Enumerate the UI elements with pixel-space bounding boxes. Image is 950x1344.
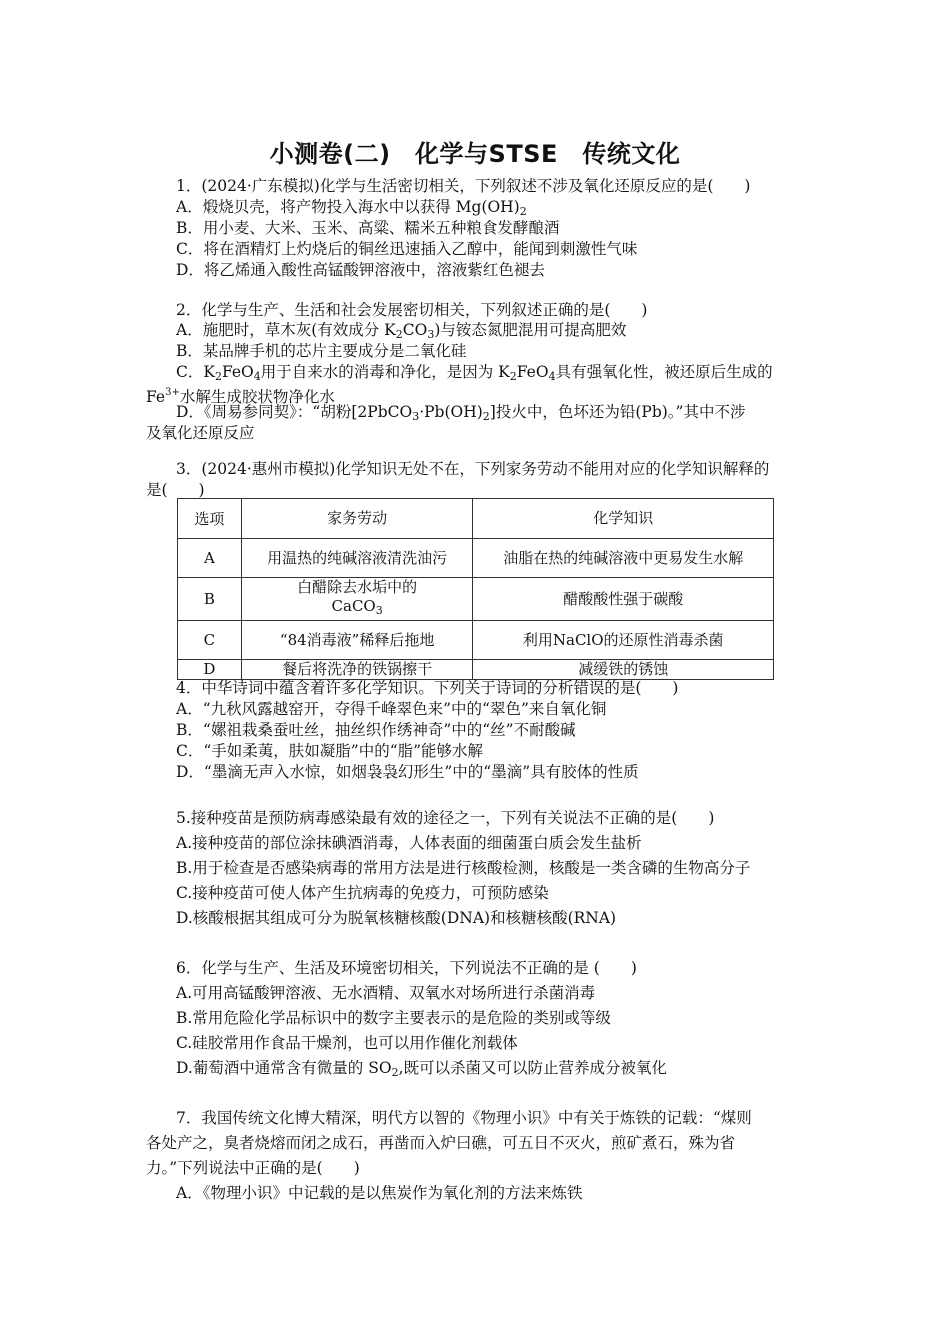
q2-d-t1: D．《周易参同契》：“胡粉[2PbCO: [176, 403, 413, 421]
row-labor: [241, 621, 473, 660]
q1-option-c: C．将在酒精灯上灼烧后的铜丝迅速插入乙醇中，能闻到刺激性气味: [176, 240, 638, 258]
q2-c-t5: 具有强氧化性，被还原后生成的: [555, 363, 773, 381]
q6-option-a: A.可用高锰酸钾溶液、无水酒精、双氧水对场所进行杀菌消毒: [176, 984, 596, 1002]
row-labor: [241, 578, 473, 621]
table-row: [178, 539, 774, 578]
q2-a-text1: A．施肥时，草木灰(有效成分 K: [176, 321, 396, 339]
row-labor-text: “84消毒液”稀释后拖地: [279, 630, 435, 649]
q3-stem-line1: 3．(2024·惠州市模拟)化学知识无处不在，下列家务劳动不能用对应的化学知识解释的: [176, 460, 770, 478]
q2-c-t2: FeO: [221, 363, 254, 381]
q2-a-sub1: 2: [395, 328, 403, 341]
q6-stem: 6．化学与生产、生活及环境密切相关，下列说法不正确的是 ( ): [176, 959, 637, 977]
q5-option-b: B.用于检查是否感染病毒的常用方法是进行核酸检测，核酸是一类含磷的生物高分子: [176, 859, 751, 877]
table-row: [178, 621, 774, 660]
row-labor-text: 用温热的纯碱溶液清洗油污: [267, 548, 448, 567]
row-knowledge: 醋酸酸性强于碳酸: [473, 578, 774, 621]
q2-option-b: B．某品牌手机的芯片主要成分是二氧化硅: [176, 342, 467, 360]
q4-option-a: A．“九秋风露越窑开，夺得千峰翠色来”中的“翠色”来自氧化铜: [176, 700, 607, 718]
q2-stem: 2．化学与生产、生活和社会发展密切相关，下列叙述正确的是( ): [176, 301, 648, 319]
q2-d-t2: ·Pb(OH): [419, 403, 483, 421]
table-row: [178, 578, 774, 621]
q5-option-d: D.核酸根据其组成可分为脱氧核糖核酸(DNA)和核糖核酸(RNA): [176, 909, 617, 927]
q2-option-d-cont: 及氧化还原反应: [146, 424, 255, 442]
row-knowledge-text: 油脂在热的纯碱溶液中更易发生水解: [503, 548, 744, 567]
q2-d-s1: 3: [412, 410, 420, 423]
q3-stem-line2: 是( ): [146, 481, 205, 499]
q6-d-text2: ,既可以杀菌又可以防止营养成分被氧化: [398, 1059, 667, 1077]
q2-a-sub2: 3: [427, 328, 435, 341]
q2-a-text2: CO: [402, 321, 428, 339]
q5-option-a: A.接种疫苗的部位涂抹碘酒消毒，人体表面的细菌蛋白质会发生盐析: [176, 834, 642, 852]
q2-d-s2: 2: [482, 410, 490, 423]
q7-stem-line2: 各处产之，臭者烧熔而闭之成石，再凿而入炉曰礁，可五日不灭火，煎矿煮石，殊为省: [146, 1134, 736, 1152]
row-knowledge: 减缓铁的锈蚀: [473, 660, 774, 680]
q2-a-text3: )与铵态氮肥混用可提高肥效: [434, 321, 627, 339]
q2-c-s3: 2: [509, 370, 517, 383]
q2-c2-sup: 3+: [165, 387, 180, 398]
q7-stem-line3: 力。”下列说法中正确的是( ): [146, 1159, 360, 1177]
row-labor-subscript: 3: [375, 604, 383, 617]
q3-table: [177, 498, 774, 680]
row-labor: [241, 539, 473, 578]
q3-table-header: [178, 499, 774, 539]
row-labor: 餐后将洗净的铁锅擦干: [241, 660, 473, 680]
q1-option-a-text: A．煅烧贝壳，将产物投入海水中以获得 Mg(OH): [176, 198, 520, 216]
row-option: C: [178, 621, 242, 660]
row-option: B: [178, 578, 242, 621]
q6-option-b: B.常用危险化学品标识中的数字主要表示的是危险的类别或等级: [176, 1009, 611, 1027]
q7-stem-line1: 7．我国传统文化博大精深，明代方以智的《物理小识》中有关于炼铁的记载：“煤则: [176, 1109, 752, 1127]
row-option: A: [178, 539, 242, 578]
q2-c2-t1: Fe: [146, 388, 166, 406]
q1-stem: 1．(2024·广东模拟)化学与生活密切相关，下列叙述不涉及氧化还原反应的是( ): [176, 177, 751, 195]
q4-stem: 4．中华诗词中蕴含着许多化学知识。下列关于诗词的分析错误的是( ): [176, 679, 679, 697]
header-knowledge: 化学知识: [473, 499, 774, 539]
q2-c-t1: C．K: [176, 363, 215, 381]
q4-option-c: C．“手如柔荑，肤如凝脂”中的“脂”能够水解: [176, 742, 484, 760]
header-option: [178, 499, 242, 539]
q4-option-b: B．“嫘祖栽桑蚕吐丝，抽丝织作绣神奇”中的“丝”不耐酸碱: [176, 721, 576, 739]
q2-c-s1: 2: [214, 370, 222, 383]
q1-option-b: B．用小麦、大米、玉米、高粱、糯米五种粮食发酵酿酒: [176, 219, 560, 237]
header-option-text: 选项: [194, 509, 225, 528]
row-knowledge: 利用NaClO的还原性消毒杀菌: [473, 621, 774, 660]
q7-option-a: A．《物理小识》中记载的是以焦炭作为氧化剂的方法来炼铁: [176, 1184, 583, 1202]
q6-d-text1: D.葡萄酒中通常含有微量的 SO: [176, 1059, 392, 1077]
row-option: D: [178, 660, 242, 680]
row-labor-main: 白醋除去水垢中的CaCO: [297, 578, 418, 615]
q6-d-subscript: 2: [391, 1066, 399, 1079]
q2-c-s2: 4: [253, 370, 261, 383]
q1-option-a-subscript: 2: [519, 205, 527, 218]
q2-c2-t2: 水解生成胶状物净化水: [179, 388, 335, 406]
table-row: [178, 660, 774, 680]
header-labor: 家务劳动: [241, 499, 473, 539]
q2-d-t3: ]投火中，色坏还为铅(Pb)。”其中不涉: [489, 403, 746, 421]
q5-option-c: C.接种疫苗可使人体产生抗病毒的免疫力，可预防感染: [176, 884, 549, 902]
q6-option-d: [176, 1058, 816, 1083]
q2-c-s4: 4: [548, 370, 556, 383]
q4-option-d: D．“墨滴无声入水惊，如烟袅袅幻形生”中的“墨滴”具有胶体的性质: [176, 763, 639, 781]
row-labor-text: [277, 578, 437, 620]
q2-c-t3: 用于自来水的消毒和净化，是因为 K: [260, 363, 510, 381]
q5-stem: 5.接种疫苗是预防病毒感染最有效的途径之一，下列有关说法不正确的是( ): [176, 809, 715, 827]
row-knowledge: [473, 539, 774, 578]
page-title: 小测卷(二) 化学与STSE 传统文化: [269, 140, 681, 168]
q2-c-t4: FeO: [516, 363, 549, 381]
q1-option-d: D．将乙烯通入酸性高锰酸钾溶液中，溶液紫红色褪去: [176, 261, 545, 279]
q6-option-c: C.硅胶常用作食品干燥剂，也可以用作催化剂载体: [176, 1034, 518, 1052]
